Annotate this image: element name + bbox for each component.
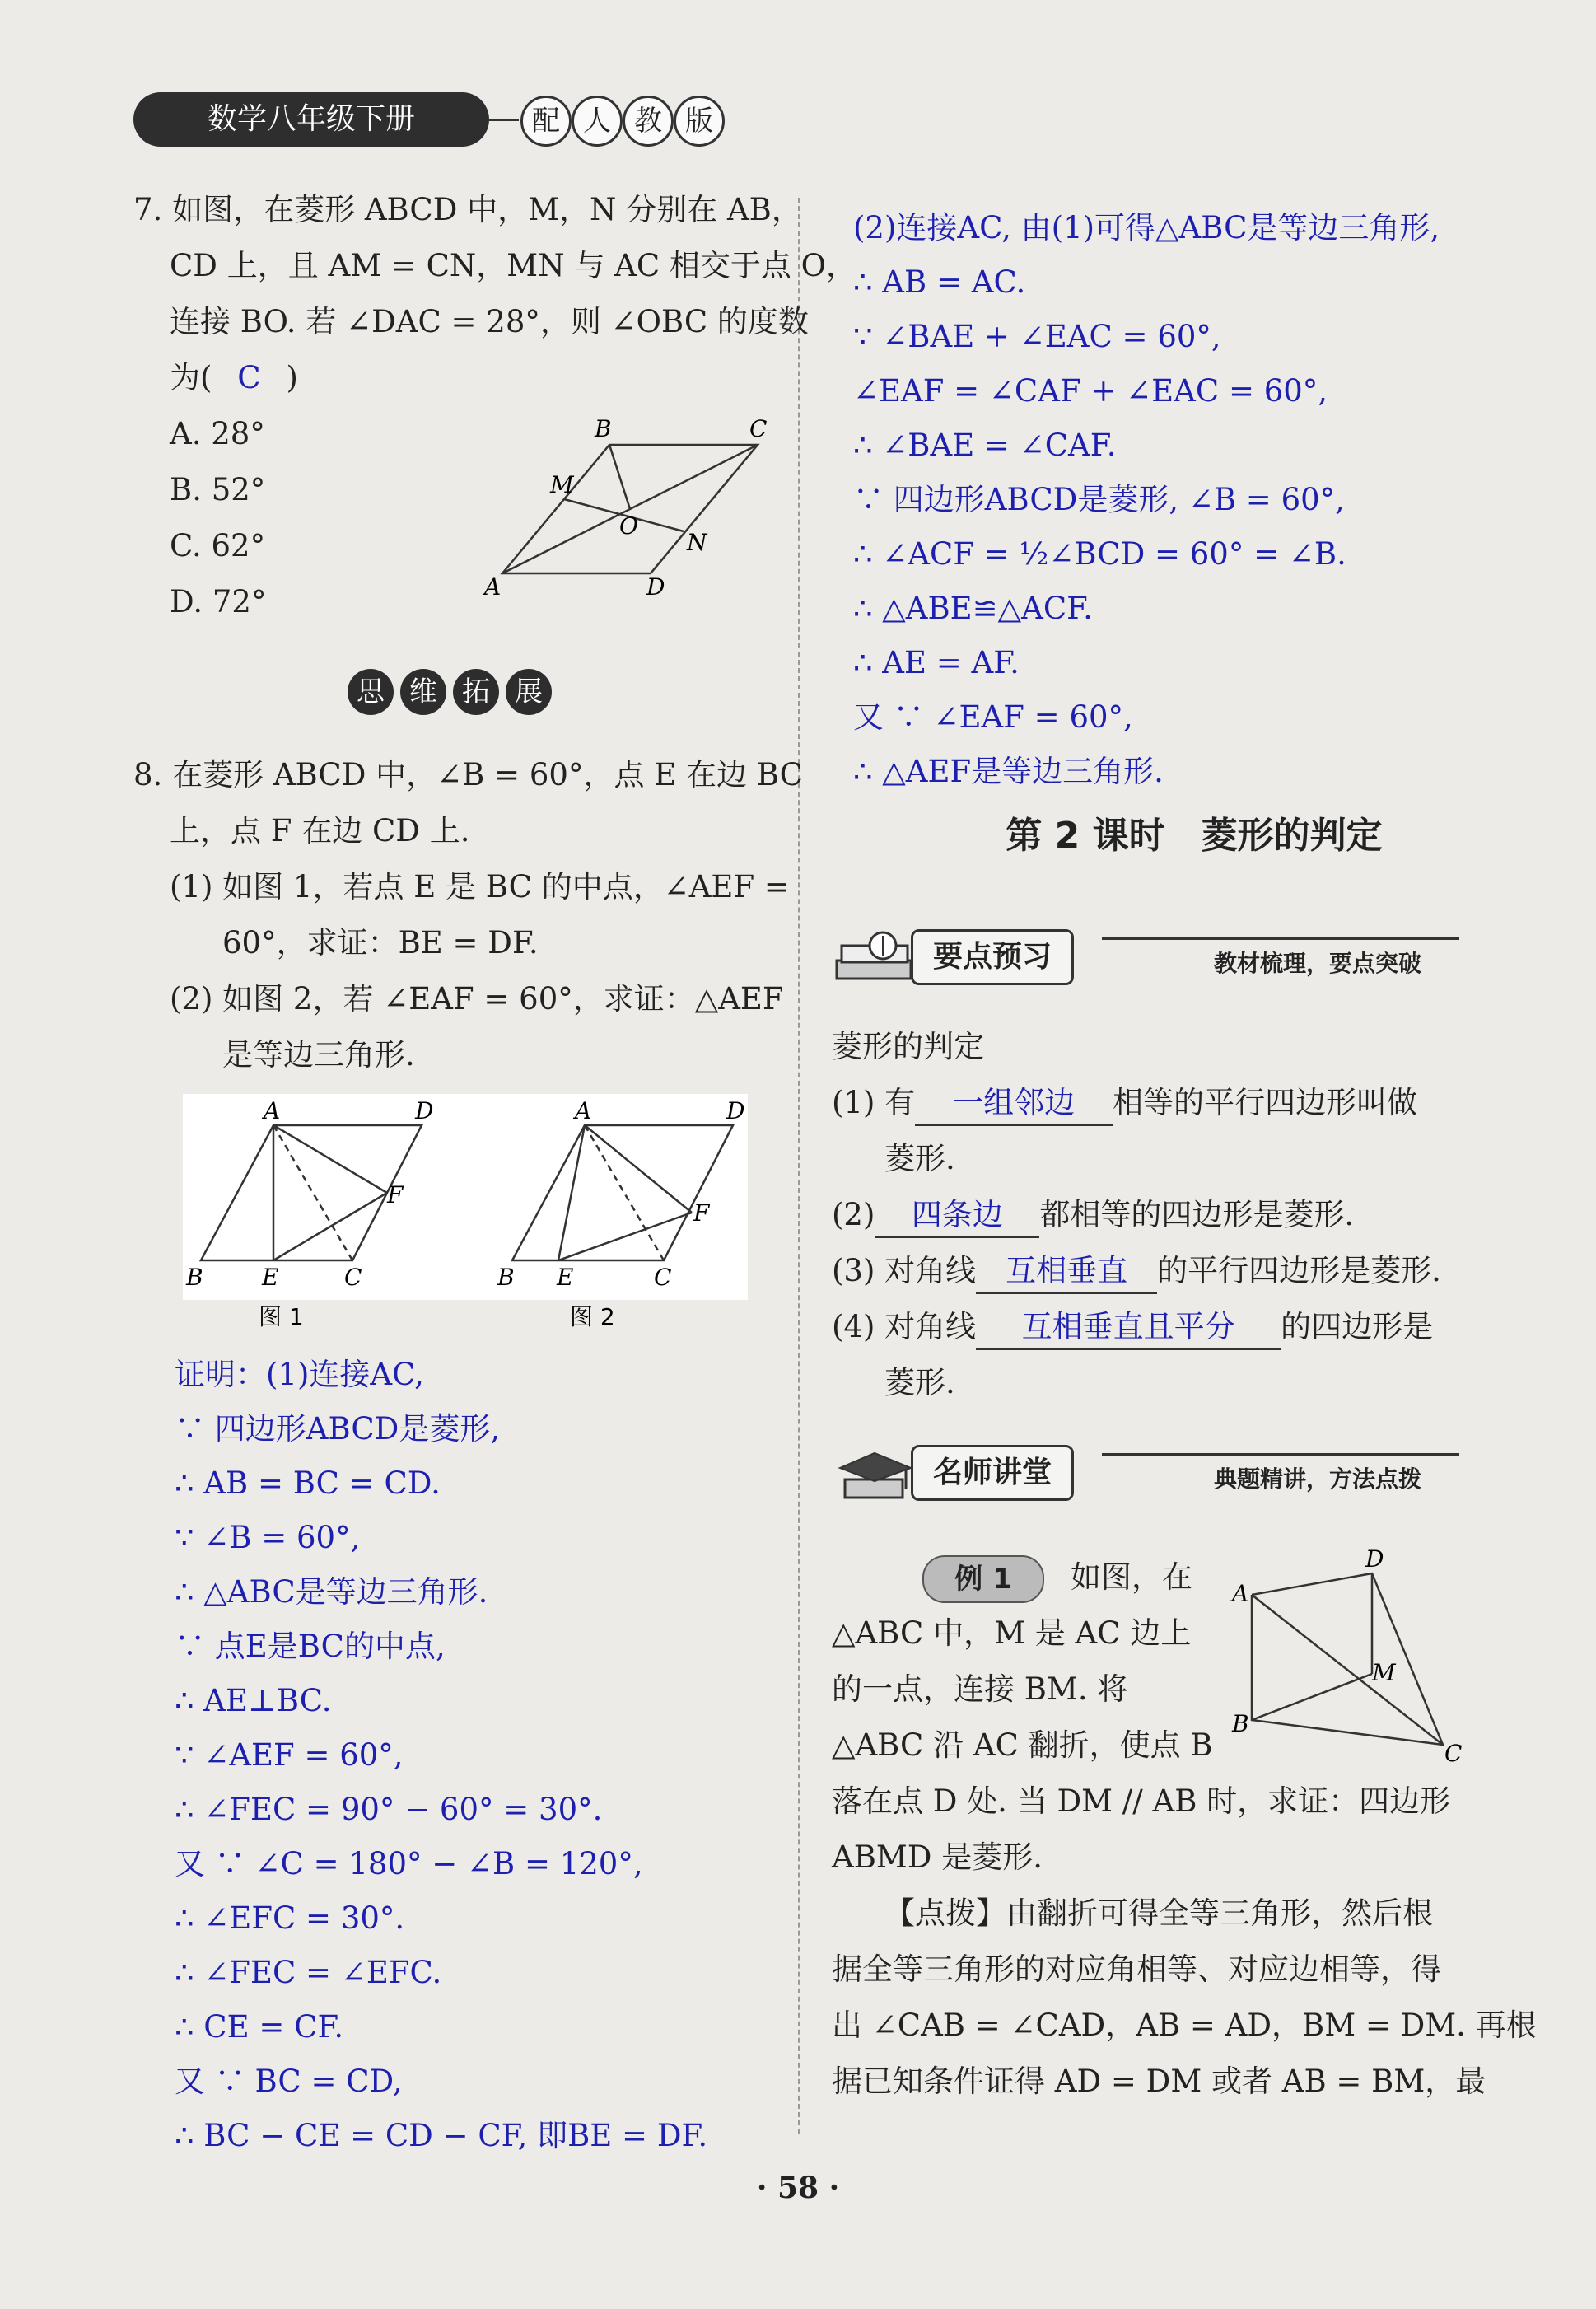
q8-part2-a: (2) 如图 2，若 ∠EAF = 60°，求证：△AEF <box>170 981 784 1017</box>
criterion-2-answer: 四条边 <box>875 1194 1039 1238</box>
criteria-intro: 菱形的判定 <box>832 1029 984 1064</box>
fig1-caption: 图 1 <box>259 1303 304 1330</box>
ex-label-a: A <box>1232 1580 1249 1607</box>
example-line-4: △ABC 沿 AC 翻折，使点 B <box>832 1727 1213 1763</box>
q7-answer: C <box>237 360 261 395</box>
proof1-line: ∴ ∠FEC = ∠EFC. <box>175 1955 442 1990</box>
fig2-label-a: A <box>575 1097 592 1124</box>
proof1-line: 又 ∵ ∠C = 180° − ∠B = 120°, <box>175 1846 643 1881</box>
proof1-line: ∵ 四边形ABCD是菱形, <box>175 1411 501 1447</box>
header-badge-2: 人 <box>572 96 623 147</box>
section-preview-subtitle: 教材梳理，要点突破 <box>1214 950 1422 977</box>
proof1-line: ∵ ∠B = 60°, <box>175 1520 361 1555</box>
teacher-icon <box>832 1443 922 1509</box>
q7-paren-close: ) <box>286 360 298 395</box>
proof2-line: ∴ △ABE≌△ACF. <box>853 591 1093 626</box>
proof-part2 <box>853 201 1440 799</box>
q8-line-1: 8. 在菱形 ABCD 中，∠B = 60°，点 E 在边 BC <box>133 757 803 792</box>
proof2-line: ∵ ∠BAE + ∠EAC = 60°, <box>853 319 1221 354</box>
q7-option-c: C. 62° <box>170 528 266 563</box>
example-line-2: △ABC 中，M 是 AC 边上 <box>832 1615 1192 1651</box>
criterion-3-answer: 互相垂直 <box>976 1250 1157 1294</box>
fig1-label-c: C <box>344 1264 362 1291</box>
criterion-4-suffix: 的四边形是 <box>1281 1309 1434 1344</box>
fig2-label-b: B <box>497 1264 515 1291</box>
proof1-line: ∴ △ABC是等边三角形. <box>175 1574 488 1610</box>
ex-label-d: D <box>1365 1549 1384 1573</box>
proof1-line: ∴ ∠FEC = 90° − 60° = 30°. <box>175 1792 603 1827</box>
q7-paren-open: 为( <box>170 360 212 395</box>
proof1-line: ∴ AB = BC = CD. <box>175 1465 441 1501</box>
fig1-label-a: A <box>264 1097 281 1124</box>
criterion-3 <box>832 1244 1441 1298</box>
header-badge-1: 配 <box>520 96 572 147</box>
q7-label-n: N <box>687 529 707 556</box>
q7-figure <box>478 412 782 601</box>
q7-label-b: B <box>595 415 612 442</box>
q8-part1-b: 60°，求证：BE = DF. <box>222 925 539 961</box>
criterion-2-prefix: (2) <box>832 1197 875 1232</box>
proof-part1 <box>175 1348 707 2163</box>
criterion-4-prefix: (4) 对角线 <box>832 1309 977 1344</box>
example-line-5: 落在点 D 处. 当 DM // AB 时，求证：四边形 <box>832 1783 1451 1819</box>
example-line-6: ABMD 是菱形. <box>832 1839 1043 1875</box>
fig2-caption: 图 2 <box>570 1303 615 1330</box>
q7-line-3: 连接 BO. 若 ∠DAC = 28°，则 ∠OBC 的度数 <box>170 304 809 339</box>
criterion-2-suffix: 都相等的四边形是菱形. <box>1039 1197 1355 1232</box>
ex-label-m: M <box>1372 1659 1396 1686</box>
proof2-line: (2)连接AC, 由(1)可得△ABC是等边三角形, <box>853 210 1440 245</box>
criterion-3-suffix: 的平行四边形是菱形. <box>1157 1253 1441 1288</box>
proof2-line: ∵ 四边形ABCD是菱形, ∠B = 60°, <box>853 482 1345 517</box>
fig2-label-d: D <box>726 1097 745 1124</box>
proof1-line: 又 ∵ BC = CD, <box>175 2064 403 2099</box>
criterion-4-answer: 互相垂直且平分 <box>976 1306 1281 1350</box>
q7-label-c: C <box>749 415 768 442</box>
proof2-line: ∴ ∠BAE = ∠CAF. <box>853 428 1117 463</box>
header-connector <box>489 119 519 121</box>
fig1-label-e: E <box>262 1264 279 1291</box>
example-line-1: 如图，在 <box>1071 1559 1192 1595</box>
proof1-line: ∵ 点E是BC的中点, <box>175 1629 446 1664</box>
q7-line-4 <box>170 351 298 405</box>
q8-part2-b: 是等边三角形. <box>222 1037 415 1073</box>
proof2-line: ∴ △AEF是等边三角形. <box>853 754 1164 789</box>
fig2-label-e: E <box>557 1264 574 1291</box>
header-badge-4: 版 <box>674 96 725 147</box>
q7-line-2: CD 上，且 AM = CN，MN 与 AC 相交于点 O， <box>170 248 856 283</box>
criterion-1-suffix: 相等的平行四边形叫做 <box>1113 1085 1418 1120</box>
proof2-line: ∴ ∠ACF = ½∠BCD = 60° = ∠B. <box>853 536 1346 572</box>
proof1-line: ∵ ∠AEF = 60°, <box>175 1737 404 1773</box>
criterion-1-cont: 菱形. <box>884 1141 955 1176</box>
q8-line-2: 上，点 F 在边 CD 上. <box>170 813 470 848</box>
criterion-1-answer: 一组邻边 <box>915 1082 1113 1126</box>
example-figure <box>1227 1549 1474 1771</box>
q7-line-1: 7. 如图，在菱形 ABCD 中，M，N 分别在 AB， <box>133 192 802 227</box>
q7-option-a: A. 28° <box>170 416 265 451</box>
proof2-line: ∴ AB = AC. <box>853 264 1026 300</box>
tip-line-3: 出 ∠CAB = ∠CAD，AB = AD，BM = DM. 再根 <box>832 2008 1537 2043</box>
example-1-badge: 例 1 <box>922 1555 1044 1603</box>
fig2-label-c: C <box>654 1264 672 1291</box>
section-lecture-rule <box>1102 1453 1459 1456</box>
q8-part1-a: (1) 如图 1，若点 E 是 BC 的中点，∠AEF = <box>170 869 790 904</box>
fig2-label-f: F <box>693 1199 710 1227</box>
section-preview-rule <box>1102 937 1459 940</box>
q7-option-d: D. 72° <box>170 584 267 619</box>
q7-label-d: D <box>646 573 665 601</box>
criterion-1 <box>832 1076 1417 1130</box>
q7-label-a: A <box>484 573 502 601</box>
criterion-4-cont: 菱形. <box>884 1365 955 1400</box>
header-badge-3: 教 <box>623 96 674 147</box>
section-lecture-subtitle: 典题精讲，方法点拨 <box>1214 1465 1422 1493</box>
proof1-line: 证明：(1)连接AC, <box>175 1357 424 1392</box>
thinking-badge-1: 思 <box>348 669 394 715</box>
proof2-line: ∠EAF = ∠CAF + ∠EAC = 60°, <box>853 373 1328 409</box>
fig1-label-f: F <box>387 1181 404 1208</box>
thinking-badge-4: 展 <box>506 669 552 715</box>
thinking-badge-2: 维 <box>400 669 446 715</box>
fig1-label-d: D <box>415 1097 434 1124</box>
q7-option-b: B. 52° <box>170 472 266 507</box>
ex-label-c: C <box>1444 1740 1463 1767</box>
proof1-line: ∴ BC − CE = CD − CF, 即BE = DF. <box>175 2118 708 2153</box>
proof1-line: ∴ CE = CF. <box>175 2009 344 2045</box>
section-lecture-label: 名师讲堂 <box>911 1445 1074 1501</box>
q7-label-m: M <box>550 471 574 498</box>
criterion-3-prefix: (3) 对角线 <box>832 1253 977 1288</box>
ex-label-b: B <box>1232 1710 1249 1737</box>
criterion-4 <box>832 1300 1433 1354</box>
proof2-line: 又 ∵ ∠EAF = 60°, <box>853 699 1133 735</box>
tip-line-2: 据全等三角形的对应角相等、对应边相等，得 <box>832 1951 1441 1987</box>
criterion-2 <box>832 1188 1354 1242</box>
proof1-line: ∴ ∠EFC = 30°. <box>175 1900 405 1936</box>
q7-label-o: O <box>619 512 638 540</box>
tip-line-1: 【点拨】由翻折可得全等三角形，然后根 <box>884 1895 1433 1931</box>
books-icon <box>832 928 922 993</box>
lesson-title: 第 2 课时 菱形的判定 <box>1006 815 1383 857</box>
column-divider <box>798 198 800 2134</box>
fig1-label-b: B <box>186 1264 203 1291</box>
criterion-1-prefix: (1) 有 <box>832 1085 916 1120</box>
tip-line-4: 据已知条件证得 AD = DM 或者 AB = BM，最 <box>832 2064 1486 2099</box>
header-title: 数学八年级下册 <box>133 92 489 147</box>
example-line-3: 的一点，连接 BM. 将 <box>832 1671 1128 1707</box>
proof1-line: ∴ AE⊥BC. <box>175 1683 332 1718</box>
q8-figures <box>183 1094 748 1341</box>
page-number: · 58 · <box>756 2171 840 2205</box>
section-preview-label: 要点预习 <box>911 929 1074 985</box>
thinking-badge-3: 拓 <box>453 669 499 715</box>
proof2-line: ∴ AE = AF. <box>853 645 1020 680</box>
